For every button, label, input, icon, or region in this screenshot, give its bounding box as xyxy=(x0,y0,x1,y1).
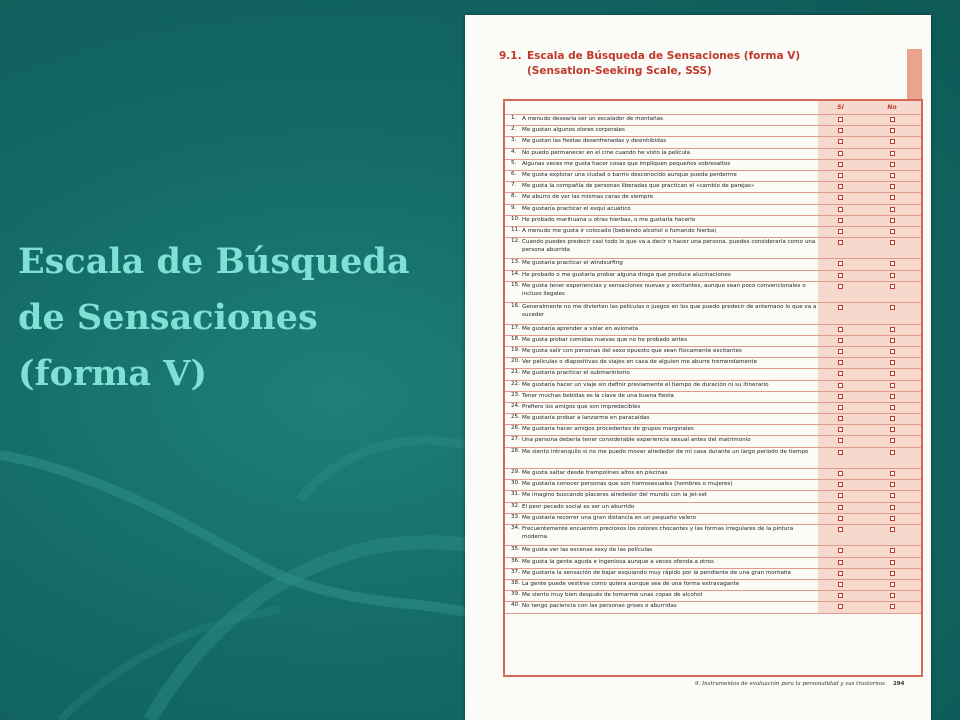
checkbox-yes[interactable] xyxy=(838,394,843,399)
item-number: 2. xyxy=(511,126,517,133)
checkbox-no[interactable] xyxy=(890,604,895,609)
checkbox-yes[interactable] xyxy=(838,516,843,521)
checkbox-yes[interactable] xyxy=(838,471,843,476)
item-text: Me gusta tener experiencias y sensaciones nuevas y excitantes, aunque sean poco convencionales o incluso ilegales xyxy=(522,282,806,297)
item-number: 32. xyxy=(511,502,520,509)
item-text: Tener muchas bebidas es la clave de una buena fiesta xyxy=(522,392,674,399)
checkbox-yes[interactable] xyxy=(838,360,843,365)
checkbox-no[interactable] xyxy=(890,450,895,455)
item-text: Generalmente no me divierten las películas o juegos en los que puedo predecir de antemano lo que va a suceder xyxy=(522,304,817,319)
table-row xyxy=(505,216,921,227)
checkbox-no[interactable] xyxy=(890,438,895,443)
checkbox-no[interactable] xyxy=(890,229,895,234)
checkbox-no[interactable] xyxy=(890,471,895,476)
table-row xyxy=(505,602,921,613)
table-row xyxy=(505,525,921,546)
checkbox-yes[interactable] xyxy=(838,482,843,487)
item-number: 34. xyxy=(511,525,520,531)
checkbox-yes[interactable] xyxy=(838,405,843,410)
table-row xyxy=(505,205,921,216)
item-number: 10. xyxy=(511,215,520,222)
item-text: El peor pecado social es ser un aburrido xyxy=(522,503,635,510)
checkbox-no[interactable] xyxy=(890,593,895,598)
checkbox-no[interactable] xyxy=(890,571,895,576)
section-number: 9.1. xyxy=(499,50,522,62)
checkbox-no[interactable] xyxy=(890,117,895,122)
item-text: Me gustaría hacer amigos procedentes de grupos marginales xyxy=(522,426,694,433)
table-row xyxy=(505,514,921,525)
checkbox-yes[interactable] xyxy=(838,184,843,189)
item-number: 39. xyxy=(511,591,520,598)
checkbox-no[interactable] xyxy=(890,493,895,498)
item-number: 18. xyxy=(511,335,520,342)
item-number: 27. xyxy=(511,436,520,443)
checkbox-no[interactable] xyxy=(890,527,895,532)
item-text: Cuando puedes predecir casi todo lo que va a decir o hacer una persona, puedes considerarla como una persona aburrida xyxy=(522,239,816,254)
item-number: 3. xyxy=(511,137,517,144)
checkbox-yes[interactable] xyxy=(838,438,843,443)
table-row xyxy=(505,238,921,259)
checkbox-no[interactable] xyxy=(890,371,895,376)
slide-title-line: Escala de Búsqueda xyxy=(18,241,410,282)
checkbox-yes[interactable] xyxy=(838,218,843,223)
item-number: 17. xyxy=(511,324,520,331)
item-text: Me gustan algunos olores corporales xyxy=(522,127,625,134)
item-number: 14. xyxy=(511,270,520,277)
checkbox-yes[interactable] xyxy=(838,240,843,245)
item-number: 31. xyxy=(511,491,520,498)
table-row xyxy=(505,325,921,336)
item-text: Prefiero los amigos que son impredecibles xyxy=(522,403,641,410)
item-number: 16. xyxy=(511,303,520,310)
item-text: Me gustaría probar a lanzarme en paracaídas xyxy=(522,415,650,422)
item-text: Me gustaría conocer personas que son homosexuales (hombres o mujeres) xyxy=(522,481,733,488)
item-text: Ver películas o diapositivas de viajes en casa de alguien me aburre tremendamente xyxy=(522,359,758,366)
section-title xyxy=(499,49,800,79)
checkbox-no[interactable] xyxy=(890,139,895,144)
checkbox-yes[interactable] xyxy=(838,349,843,354)
checkbox-yes[interactable] xyxy=(838,427,843,432)
checkbox-yes[interactable] xyxy=(838,117,843,122)
checkbox-no[interactable] xyxy=(890,582,895,587)
checkbox-no[interactable] xyxy=(890,218,895,223)
table-row xyxy=(505,149,921,160)
table-row xyxy=(505,591,921,602)
table-row xyxy=(505,381,921,392)
table-row xyxy=(505,182,921,193)
checkbox-yes[interactable] xyxy=(838,195,843,200)
checkbox-no[interactable] xyxy=(890,338,895,343)
item-number: 28. xyxy=(511,447,520,454)
table-row xyxy=(505,336,921,347)
checkbox-yes[interactable] xyxy=(838,305,843,310)
checkbox-no[interactable] xyxy=(890,482,895,487)
checkbox-no[interactable] xyxy=(890,427,895,432)
checkbox-yes[interactable] xyxy=(838,139,843,144)
checkbox-yes[interactable] xyxy=(838,207,843,212)
table-row xyxy=(505,347,921,358)
checkbox-no[interactable] xyxy=(890,505,895,510)
item-number: 26. xyxy=(511,425,520,432)
item-text: Me gusta la gente aguda e ingeniosa aunque a veces ofenda a otros xyxy=(522,558,714,565)
checkbox-yes[interactable] xyxy=(838,338,843,343)
item-text: A menudo desearía ser un escalador de montañas xyxy=(522,116,664,122)
checkbox-yes[interactable] xyxy=(838,151,843,156)
item-number: 5. xyxy=(511,159,517,166)
page-footer xyxy=(695,681,904,687)
item-text: He probado marihuana u otras hierbas, o me gustaría hacerlo xyxy=(522,216,696,223)
section-subtitle: (Sensation-Seeking Scale, SSS) xyxy=(527,65,712,77)
footer-text: 9. Instrumentos de evaluación para la personalidad y sus trastornos xyxy=(695,681,885,687)
item-number: 15. xyxy=(511,281,520,288)
item-number: 33. xyxy=(511,513,520,520)
table-row xyxy=(505,546,921,557)
checkbox-yes[interactable] xyxy=(838,527,843,532)
item-text: Me gusta saltar desde trampolines altos en piscinas xyxy=(522,470,668,477)
item-number: 8. xyxy=(511,193,517,200)
item-number: 23. xyxy=(511,391,520,398)
checkbox-no[interactable] xyxy=(890,173,895,178)
checkbox-no[interactable] xyxy=(890,548,895,553)
table-row xyxy=(505,491,921,502)
checkbox-no[interactable] xyxy=(890,416,895,421)
item-text: Frecuentemente encuentro preciosos los colores chocantes y las formas irregulares de la pintura moderna xyxy=(522,526,794,540)
checkbox-no[interactable] xyxy=(890,327,895,332)
checkbox-no[interactable] xyxy=(890,405,895,410)
item-number: 9. xyxy=(511,204,517,211)
item-number: 12. xyxy=(511,238,520,245)
checkbox-no[interactable] xyxy=(890,261,895,266)
checkbox-no[interactable] xyxy=(890,128,895,133)
item-number: 30. xyxy=(511,480,520,487)
table-row xyxy=(505,369,921,380)
item-number: 20. xyxy=(511,358,520,365)
item-number: 4. xyxy=(511,148,517,155)
column-header-no: No xyxy=(863,101,921,114)
item-text: A menudo me gusta ir colocado (bebiendo alcohol o fumando hierba) xyxy=(522,227,717,234)
item-number: 29. xyxy=(511,469,520,476)
item-number: 24. xyxy=(511,402,520,409)
item-number: 13. xyxy=(511,259,520,266)
item-text: Me gusta probar comidas nuevas que no he probado antes xyxy=(522,336,688,343)
column-header-yes: Sí xyxy=(818,101,863,114)
item-text: Me gusta la compañía de personas liberadas que practican el «cambio de parejas» xyxy=(522,183,755,190)
item-text: Me imagino buscando placeres alrededor del mundo con la jet-set xyxy=(522,492,708,499)
item-number: 37. xyxy=(511,568,520,575)
table-row xyxy=(505,469,921,480)
checkbox-no[interactable] xyxy=(890,394,895,399)
checkbox-no[interactable] xyxy=(890,195,895,200)
item-number: 6. xyxy=(511,170,517,177)
table-row xyxy=(505,480,921,491)
item-number: 35. xyxy=(511,546,520,553)
checkbox-yes[interactable] xyxy=(838,493,843,498)
table-row xyxy=(505,448,921,469)
table-row xyxy=(505,137,921,148)
item-text: Me gusta explorar una ciudad o barrio desconocido aunque pueda perderme xyxy=(522,171,737,178)
checkbox-no[interactable] xyxy=(890,560,895,565)
table-row xyxy=(505,558,921,569)
table-row xyxy=(505,303,921,324)
item-number: 19. xyxy=(511,346,520,353)
checkbox-no[interactable] xyxy=(890,184,895,189)
item-text: Me gustan las fiestas desenfrenadas y desinhibidas xyxy=(522,138,667,145)
checkbox-yes[interactable] xyxy=(838,229,843,234)
checkbox-yes[interactable] xyxy=(838,582,843,587)
table-row xyxy=(505,193,921,204)
checkbox-no[interactable] xyxy=(890,383,895,388)
checkbox-no[interactable] xyxy=(890,207,895,212)
item-text: Me gustaría la sensación de bajar esquiando muy rápido por la pendiente de una gran montaña xyxy=(522,569,791,576)
item-text: Me gustaría hacer un viaje sin definir previamente el tiempo de duración ni su itinerario xyxy=(522,381,769,388)
checkbox-yes[interactable] xyxy=(838,173,843,178)
item-text: No tengo paciencia con las personas grises o aburridas xyxy=(522,603,677,610)
checkbox-no[interactable] xyxy=(890,151,895,156)
slide-title-line: de Sensaciones xyxy=(18,297,318,338)
item-text: Me aburro de ver las mismas caras de siempre xyxy=(522,194,654,201)
table-header xyxy=(505,101,921,115)
slide-title-line: (forma V) xyxy=(18,353,208,394)
checkbox-no[interactable] xyxy=(890,162,895,167)
table-row xyxy=(505,227,921,238)
checkbox-yes[interactable] xyxy=(838,261,843,266)
item-number: 40. xyxy=(511,602,520,609)
item-text: Me gusta salir con personas del sexo opuesto que sean físicamente excitantes xyxy=(522,347,742,354)
item-text: Me gustaría practicar el esquí acuático xyxy=(522,205,631,212)
checkbox-no[interactable] xyxy=(890,240,895,245)
table-row xyxy=(505,358,921,369)
corner-accent-bar xyxy=(907,49,922,104)
slide-title xyxy=(18,234,448,402)
item-number: 22. xyxy=(511,380,520,387)
table-row xyxy=(505,271,921,282)
item-text: Me siento muy bien después de tomarme unas copas de alcohol xyxy=(522,592,703,599)
checkbox-yes[interactable] xyxy=(838,273,843,278)
item-text: La gente puede vestirse como quiera aunque sea de una forma extravagante xyxy=(522,580,740,587)
item-text: Una persona debería tener considerable experiencia sexual antes del matrimonio xyxy=(522,437,751,444)
item-text: Me gusta ver las escenas sexy de las películas xyxy=(522,547,653,554)
checkbox-no[interactable] xyxy=(890,284,895,289)
table-row xyxy=(505,436,921,447)
checkbox-yes[interactable] xyxy=(838,560,843,565)
checkbox-yes[interactable] xyxy=(838,371,843,376)
table-row xyxy=(505,171,921,182)
item-number: 11. xyxy=(511,226,520,233)
checkbox-yes[interactable] xyxy=(838,604,843,609)
item-number: 36. xyxy=(511,557,520,564)
questionnaire-table xyxy=(503,99,923,677)
checkbox-yes[interactable] xyxy=(838,128,843,133)
checkbox-yes[interactable] xyxy=(838,548,843,553)
item-text: Me gustaría aprender a volar en avioneta xyxy=(522,325,639,332)
checkbox-no[interactable] xyxy=(890,305,895,310)
checkbox-yes[interactable] xyxy=(838,327,843,332)
table-row xyxy=(505,580,921,591)
table-row xyxy=(505,126,921,137)
table-row xyxy=(505,414,921,425)
table-row xyxy=(505,503,921,514)
document-page xyxy=(465,15,931,720)
checkbox-yes[interactable] xyxy=(838,383,843,388)
checkbox-yes[interactable] xyxy=(838,450,843,455)
item-text: Me gustaría recorrer una gran distancia en un pequeño velero xyxy=(522,514,696,521)
table-row xyxy=(505,569,921,580)
table-row xyxy=(505,282,921,303)
table-row xyxy=(505,403,921,414)
item-text: He probado o me gustaría probar alguna droga que produce alucinaciones xyxy=(522,271,731,278)
checkbox-no[interactable] xyxy=(890,349,895,354)
section-title-line: Escala de Búsqueda de Sensaciones (forma V) xyxy=(527,50,801,62)
item-number: 25. xyxy=(511,414,520,421)
checkbox-yes[interactable] xyxy=(838,284,843,289)
table-row xyxy=(505,392,921,403)
item-number: 21. xyxy=(511,369,520,376)
table-row xyxy=(505,425,921,436)
checkbox-yes[interactable] xyxy=(838,593,843,598)
table-row xyxy=(505,259,921,270)
item-text: Algunas veces me gusta hacer cosas que impliquen pequeños sobresaltos xyxy=(522,160,731,167)
checkbox-yes[interactable] xyxy=(838,162,843,167)
page-number: 294 xyxy=(892,681,905,687)
checkbox-yes[interactable] xyxy=(838,505,843,510)
checkbox-no[interactable] xyxy=(890,516,895,521)
item-text: Me gustaría practicar el windsurfing xyxy=(522,260,623,267)
table-row xyxy=(505,160,921,171)
item-number: 1. xyxy=(511,115,517,121)
item-number: 38. xyxy=(511,579,520,586)
table-row xyxy=(505,115,921,126)
checkbox-no[interactable] xyxy=(890,360,895,365)
item-text: Me siento intranquilo si no me puedo mover alrededor de mi casa durante un largo periodo de tiempo xyxy=(522,448,809,455)
checkbox-yes[interactable] xyxy=(838,416,843,421)
checkbox-no[interactable] xyxy=(890,273,895,278)
item-text: No puedo permanecer en el cine cuando he visto la película xyxy=(522,149,691,156)
item-text: Me gustaría practicar el submarinismo xyxy=(522,370,630,377)
checkbox-yes[interactable] xyxy=(838,571,843,576)
item-number: 7. xyxy=(511,182,517,189)
